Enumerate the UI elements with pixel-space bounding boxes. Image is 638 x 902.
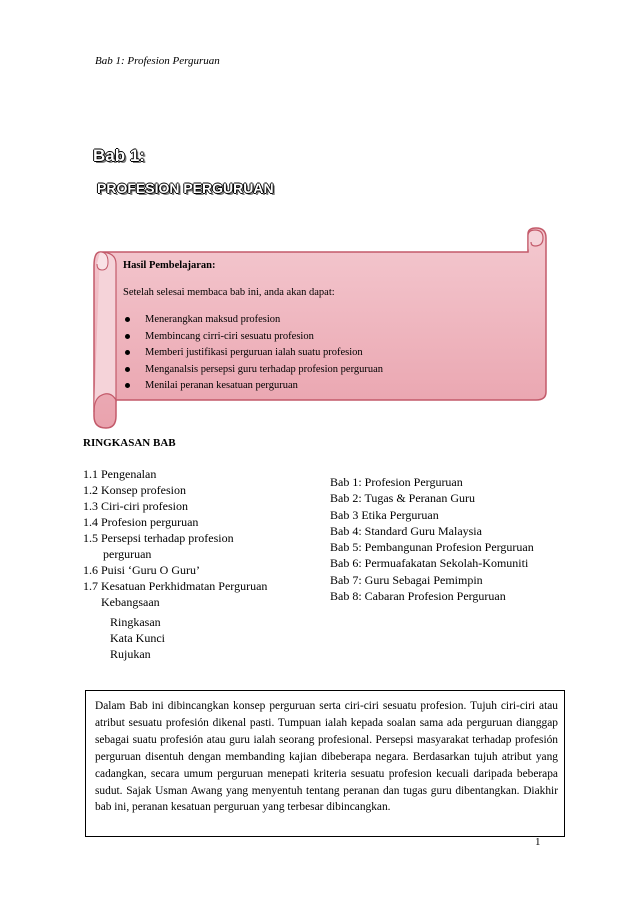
extras-item: Ringkasan	[110, 615, 161, 629]
chapter-item: Bab 5: Pembangunan Profesion Perguruan	[330, 540, 534, 555]
running-header: Bab 1: Profesion Perguruan	[95, 55, 220, 67]
chapter-item: Bab 8: Cabaran Profesion Perguruan	[330, 589, 506, 604]
list-item	[123, 378, 533, 395]
bullet-icon	[125, 317, 130, 322]
chapter-title: Bab 1:	[93, 146, 145, 165]
page-number: 1	[535, 836, 541, 848]
chapter-item: Bab 3 Etika Perguruan	[330, 507, 439, 522]
outcome-text: Menerangkan maksud profesion	[145, 314, 281, 325]
chapter-list	[330, 474, 534, 604]
summary-extras	[110, 614, 165, 662]
section-item: Kebangsaan	[101, 595, 160, 609]
bullet-icon	[125, 350, 130, 355]
bullet-icon	[125, 367, 130, 372]
chapter-item: Bab 2: Tugas & Peranan Guru	[330, 491, 475, 506]
bullet-icon	[125, 383, 130, 388]
outcome-text: Menilai peranan kesatuan perguruan	[145, 380, 298, 392]
chapter-item: Bab 6: Permuafakatan Sekolah-Komuniti	[330, 556, 529, 571]
chapter-item: Bab 4: Standard Guru Malaysia	[330, 523, 482, 538]
abstract-box: Dalam Bab ini dibincangkan konsep perguruan serta ciri-ciri sesuatu profesion. Tujuh ciri-ciri atau atribut sesuatu profesión dikenal pasti. Tumpuan ialah kepada soalan sama ada perguruan dianggap sebagai suatu profesión atau guru ialah seorang profesional. Persepsi masyarakat terhadap profesión perguruan disentuh dengan membanding kajian dibeberapa negara. Berdasarkan tujuh atribut yang cadangkan, secara umum perguruan menepati kriteria sesuatu profesion kecuali daripada beberapa sudut. Sajak Usman Awang yang menyentuh tentang peranan dan tugas guru dibentangkan. Diakhir bab ini, peranan kesatuan perguruan yang terbesar dibincangkan.	[85, 690, 565, 837]
section-item: perguruan	[103, 547, 152, 561]
section-item: 1.6 Puisi ‘Guru O Guru’	[83, 563, 200, 577]
list-item	[123, 362, 533, 379]
chapter-item: Bab 7: Guru Sebagai Pemimpin	[330, 572, 483, 587]
list-item	[123, 345, 533, 362]
outcome-text: Menganalsis persepsi guru terhadap profesion perguruan	[145, 363, 384, 375]
summary-heading: RINGKASAN BAB	[83, 437, 176, 449]
section-item: 1.4 Profesion perguruan	[83, 515, 199, 529]
learning-outcomes-intro: Setelah selesai membaca bab ini, anda akan dapat:	[123, 287, 335, 298]
section-item: 1.5 Persepsi terhadap profesion	[83, 531, 234, 545]
chapter-item: Bab 1: Profesion Perguruan	[330, 475, 463, 489]
learning-outcomes-list	[123, 312, 533, 395]
section-item: 1.7 Kesatuan Perkhidmatan Perguruan	[83, 579, 268, 593]
outcome-text: Memberi justifikasi perguruan ialah suatu profesion	[145, 347, 363, 359]
bullet-icon	[125, 334, 130, 339]
chapter-subtitle: PROFESION PERGURUAN	[97, 180, 274, 196]
learning-outcomes	[123, 260, 533, 395]
extras-item: Rujukan	[110, 647, 151, 661]
learning-outcomes-heading: Hasil Pembelajaran:	[123, 260, 216, 271]
section-list	[83, 466, 323, 610]
list-item	[123, 312, 533, 329]
section-item: 1.2 Konsep profesion	[83, 483, 186, 497]
section-item: 1.1 Pengenalan	[83, 467, 157, 481]
section-item: 1.3 Ciri-ciri profesion	[83, 499, 188, 513]
list-item	[123, 329, 533, 346]
extras-item: Kata Kunci	[110, 631, 165, 645]
outcome-text: Membincang cirri-ciri sesuatu profesion	[145, 330, 314, 342]
